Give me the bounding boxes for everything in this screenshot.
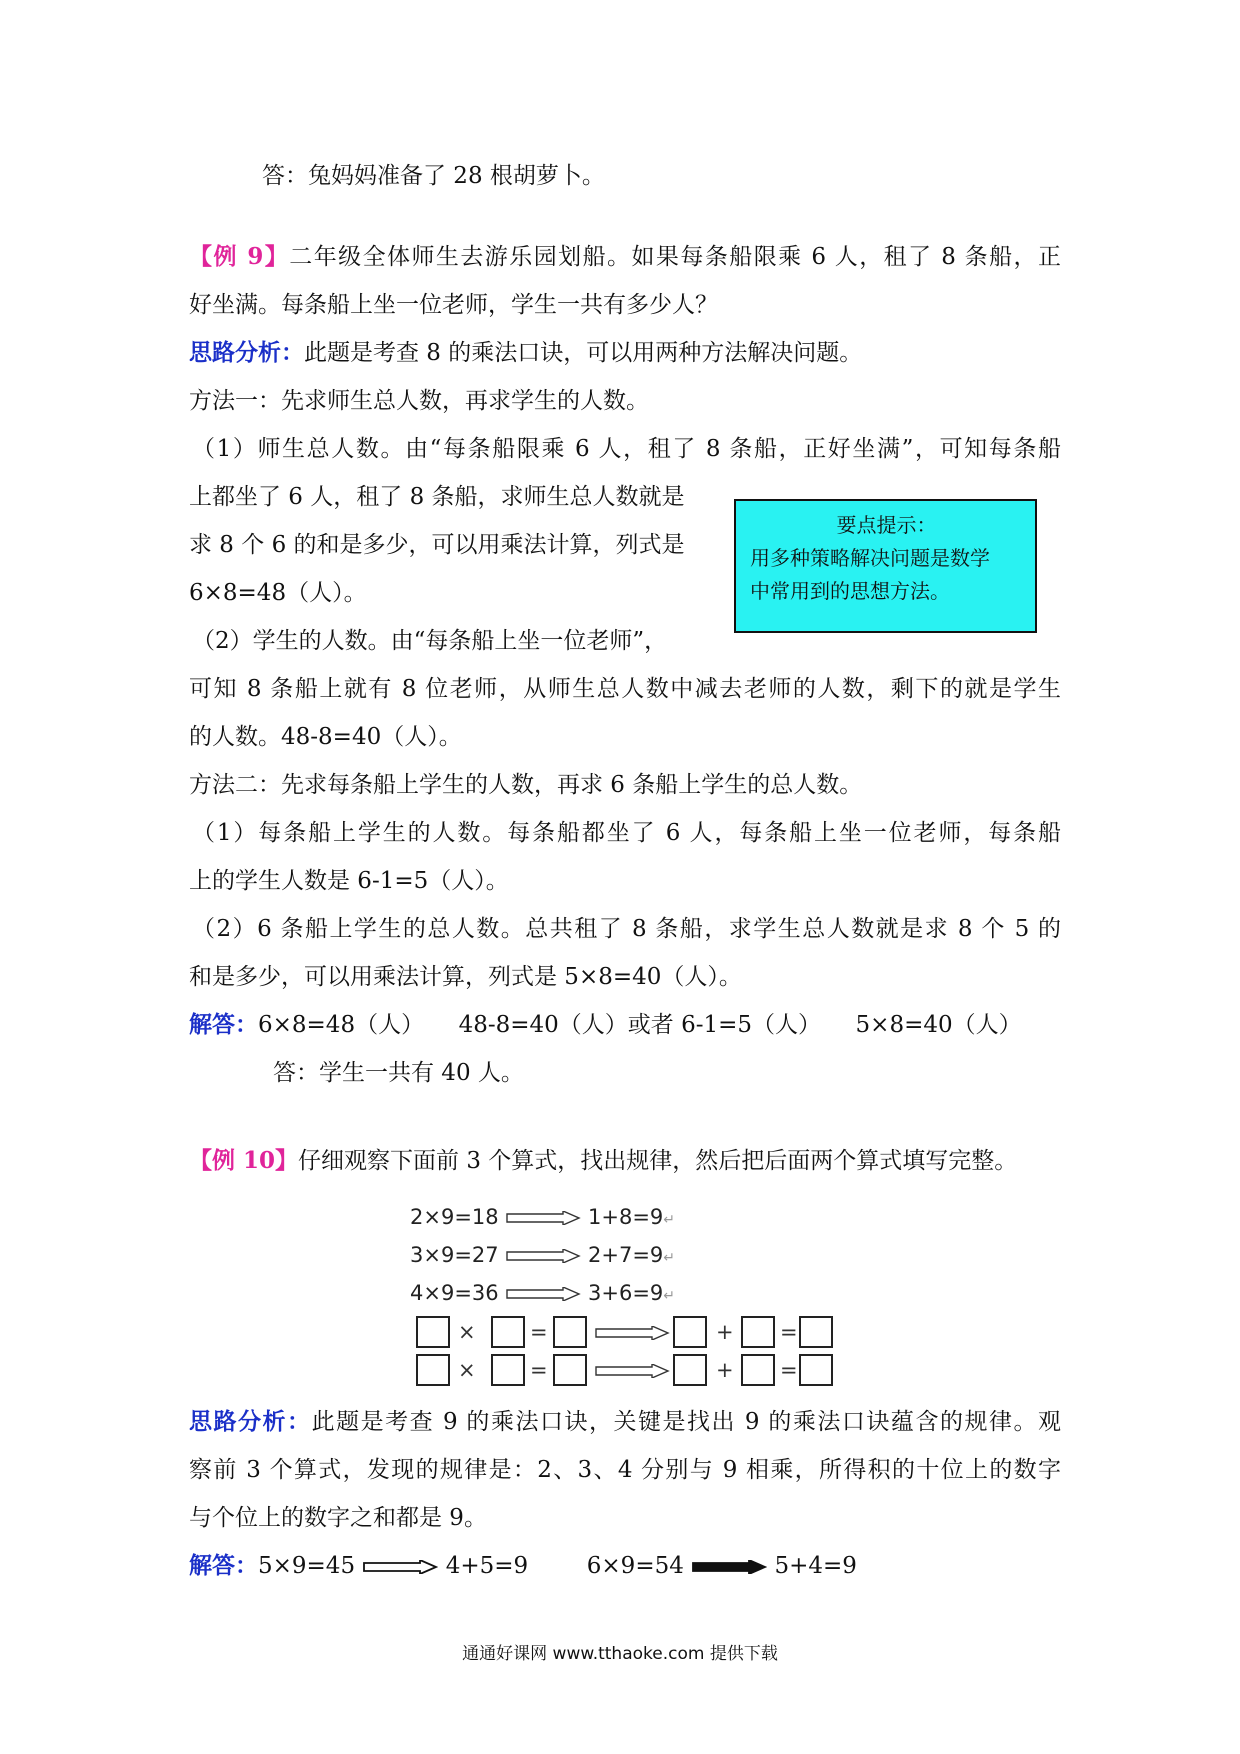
tip-line1: 用多种策略解决问题是数学: [750, 546, 990, 570]
blank-box[interactable]: [416, 1354, 450, 1386]
footer-source: 通通好课网 www.tthaoke.com 提供下载: [462, 1644, 778, 1664]
blank-box[interactable]: [491, 1316, 525, 1348]
times-sign: ×: [458, 1320, 476, 1344]
method2-step1-line1: （1）每条船上学生的人数。每条船都坐了 6 人，每条船上坐一位老师，每条船: [192, 820, 1061, 846]
analysis-label: 思路分析：: [189, 340, 304, 366]
double-arrow-icon: [505, 1211, 581, 1225]
example10-solution: [189, 1550, 857, 1582]
method1-step2-line3: 的人数。48-8=40（人）。: [189, 724, 462, 750]
equals-sign: =: [530, 1358, 548, 1382]
double-arrow-icon: [594, 1364, 670, 1378]
blank-box[interactable]: [553, 1354, 587, 1386]
blank-box[interactable]: [741, 1354, 775, 1386]
analysis-label: 思路分析：: [189, 1409, 312, 1435]
example9-question-text: 二年级全体师生去游乐园划船。如果每条船限乘 6 人，租了 8 条船，正: [289, 244, 1062, 270]
tip-box: [734, 499, 1037, 633]
double-arrow-icon: [362, 1560, 438, 1574]
method1-title: 方法一：先求师生总人数，再求学生的人数。: [189, 388, 649, 414]
method2-step2-line2: 和是多少，可以用乘法计算，列式是 5×8=40（人）。: [189, 964, 742, 990]
equals-sign: =: [530, 1320, 548, 1344]
equation-row: [410, 1205, 675, 1229]
previous-answer: 答：兔妈妈准备了 28 根胡萝卜。: [262, 163, 605, 189]
blank-box[interactable]: [799, 1316, 833, 1348]
method2-step1-line2: 上的学生人数是 6-1=5（人）。: [189, 868, 509, 894]
example10-label: 【例 10】: [189, 1147, 299, 1174]
solution1-right: 4+5=9: [445, 1553, 529, 1579]
method1-step2-line2: 可知 8 条船上就有 8 位老师，从师生总人数中减去老师的人数，剩下的就是学生: [189, 676, 1061, 702]
equation-left: 2×9=18: [410, 1205, 499, 1229]
return-mark: ↵: [663, 1250, 676, 1266]
example9-question-line1: [189, 241, 1061, 273]
solution2-left: 6×9=54: [586, 1553, 684, 1579]
example10-analysis-line1: [189, 1406, 1061, 1438]
equation-right: 1+8=9: [588, 1205, 664, 1229]
example9-label: 【例 9】: [189, 243, 290, 270]
plus-sign: +: [716, 1358, 734, 1382]
plus-sign: +: [716, 1320, 734, 1344]
double-arrow-icon: [691, 1560, 767, 1574]
solution2-right: 5+4=9: [774, 1553, 857, 1579]
analysis-text: 此题是考查 8 的乘法口诀，可以用两种方法解决问题。: [304, 340, 863, 366]
equation-left: 4×9=36: [410, 1281, 499, 1305]
equation-row: [410, 1281, 675, 1305]
method1-step2-line1: （2）学生的人数。由“每条船上坐一位老师”，: [192, 628, 668, 654]
equation-right: 2+7=9: [588, 1243, 664, 1267]
equals-sign: =: [780, 1320, 798, 1344]
return-mark: ↵: [663, 1212, 676, 1228]
tip-title: 要点提示：: [836, 513, 937, 537]
method2-title: 方法二：先求每条船上学生的人数，再求 6 条船上学生的总人数。: [189, 772, 863, 798]
double-arrow-icon: [594, 1326, 670, 1340]
example10-question: [189, 1145, 1017, 1177]
method1-step1-line1: （1）师生总人数。由“每条船限乘 6 人，租了 8 条船，正好坐满”，可知每条船: [192, 436, 1061, 462]
times-sign: ×: [458, 1358, 476, 1382]
equals-sign: =: [780, 1358, 798, 1382]
example10-analysis-line3: 与个位上的数字之和都是 9。: [189, 1505, 487, 1531]
equation-left: 3×9=27: [410, 1243, 499, 1267]
equation-right: 3+6=9: [588, 1281, 664, 1305]
solution1-left: 5×9=45: [258, 1553, 356, 1579]
blank-box[interactable]: [416, 1316, 450, 1348]
method1-step1-line3: 求 8 个 6 的和是多少，可以用乘法计算，列式是: [189, 532, 685, 558]
analysis-text: 此题是考查 9 的乘法口诀，关键是找出 9 的乘法口诀蕴含的规律。观: [311, 1409, 1062, 1435]
example9-answer: 答：学生一共有 40 人。: [273, 1060, 524, 1086]
example10-question-text: 仔细观察下面前 3 个算式，找出规律，然后把后面两个算式填写完整。: [298, 1148, 1018, 1174]
double-arrow-icon: [505, 1249, 581, 1263]
example9-question-line2: 好坐满。每条船上坐一位老师，学生一共有多少人？: [189, 292, 718, 318]
blank-box[interactable]: [491, 1354, 525, 1386]
blank-box[interactable]: [799, 1354, 833, 1386]
method2-step2-line1: （2）6 条船上学生的总人数。总共租了 8 条船，求学生总人数就是求 8 个 5 的: [192, 916, 1061, 942]
example9-analysis: [189, 337, 862, 369]
solution-text: 6×8=48（人） 48-8=40（人）或者 6-1=5（人） 5×8=40（人）: [258, 1012, 1022, 1038]
example10-analysis-line2: 察前 3 个算式，发现的规律是：2、3、4 分别与 9 相乘，所得积的十位上的数字: [189, 1457, 1061, 1483]
equation-row: [410, 1243, 675, 1267]
blank-box[interactable]: [673, 1354, 707, 1386]
return-mark: ↵: [663, 1288, 676, 1304]
tip-line2: 中常用到的思想方法。: [750, 579, 950, 603]
example9-solution: [189, 1009, 1022, 1041]
double-arrow-icon: [505, 1287, 581, 1301]
method1-step1-line4: 6×8=48（人）。: [189, 580, 367, 606]
solution-label: 解答：: [189, 1012, 258, 1038]
blank-box[interactable]: [553, 1316, 587, 1348]
blank-box[interactable]: [673, 1316, 707, 1348]
method1-step1-line2: 上都坐了 6 人，租了 8 条船，求师生总人数就是: [189, 484, 685, 510]
solution-label: 解答：: [189, 1553, 258, 1579]
blank-box[interactable]: [741, 1316, 775, 1348]
